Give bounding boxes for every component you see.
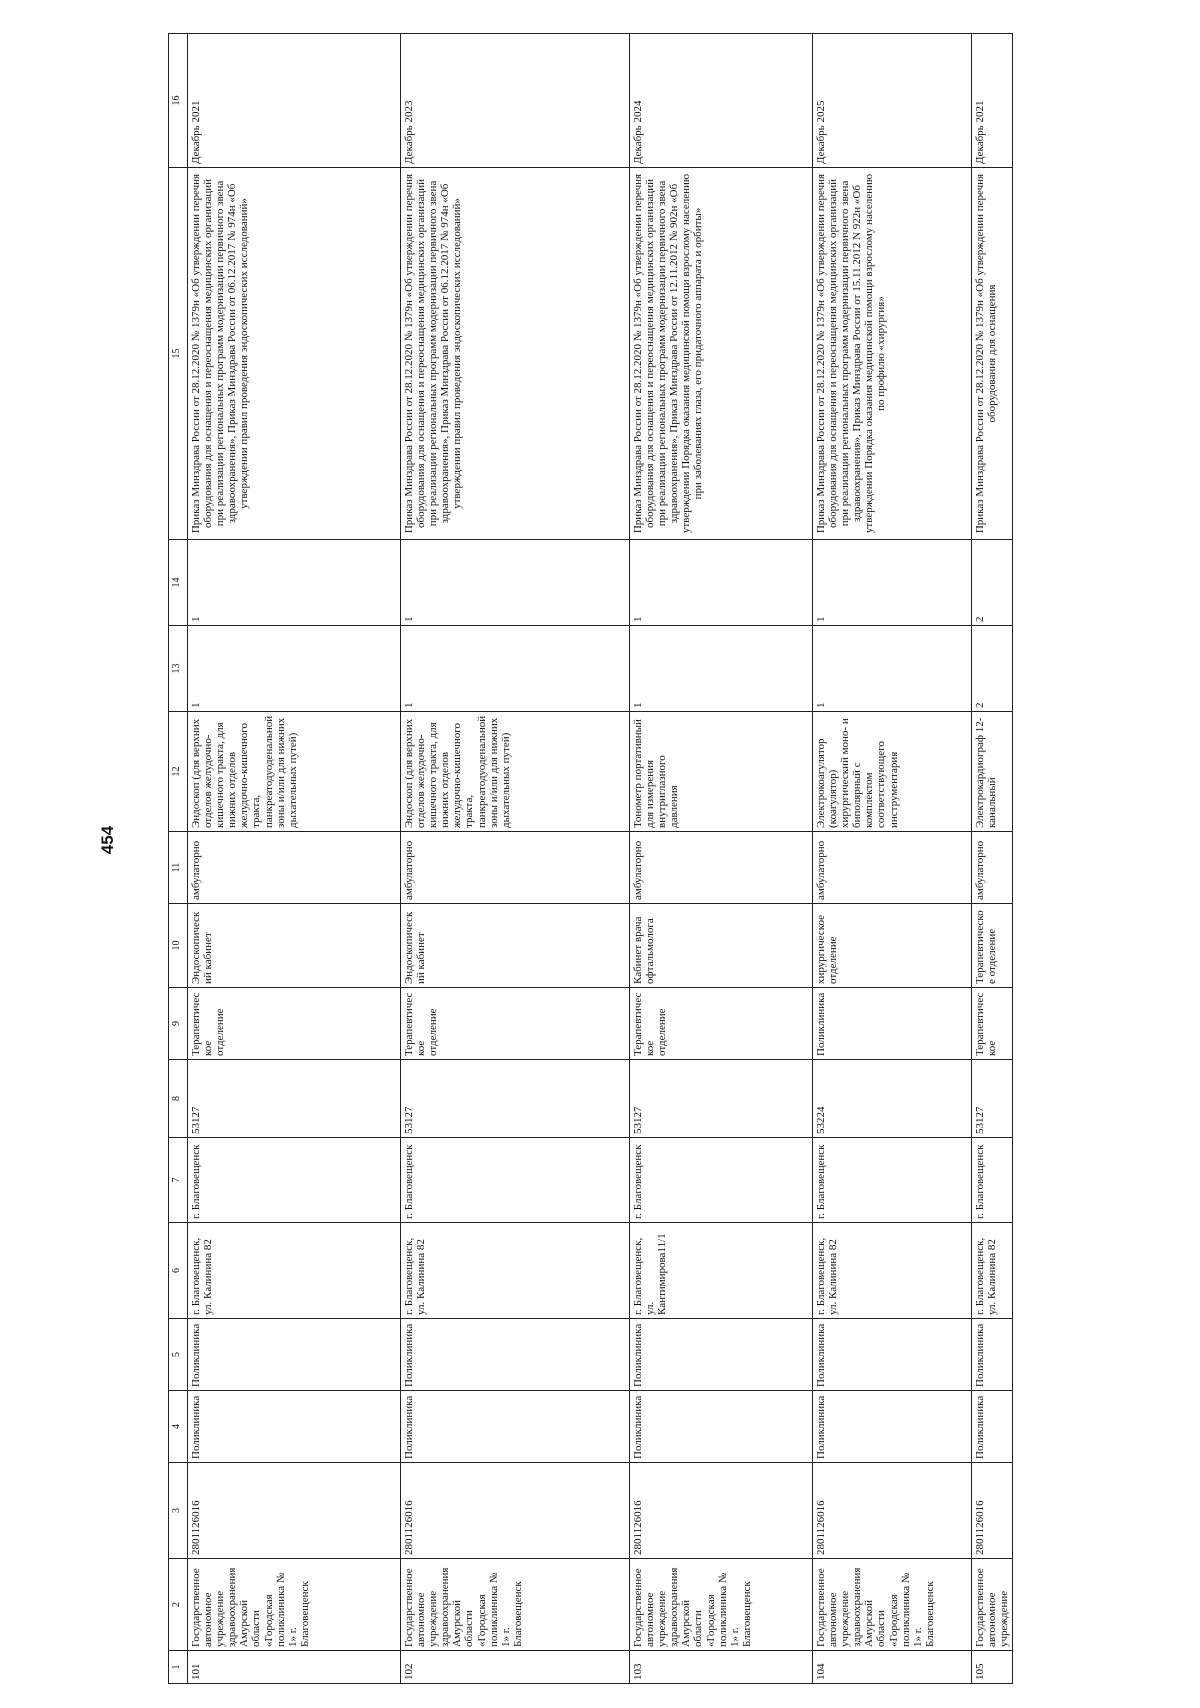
unit-type: Поликлиника	[630, 1391, 813, 1463]
cabinet: Кабинет врача офтальмолога	[630, 904, 813, 988]
table-row	[630, 34, 813, 1684]
address: г. Благовещенск, ул. Калинина 82	[188, 1223, 401, 1319]
deadline: Декабрь 2021	[972, 34, 1013, 168]
column-number: 11	[169, 832, 188, 904]
table-row	[972, 34, 1013, 1684]
table-viewport	[168, 34, 1011, 1684]
address: г. Благовещенск, ул. Кантимирова11/1	[630, 1223, 813, 1319]
column-number: 4	[169, 1391, 188, 1463]
column-number: 16	[169, 34, 188, 168]
quantity: 2	[972, 626, 1013, 712]
column-number: 5	[169, 1319, 188, 1391]
legal-basis: Приказ Минздрава России от 28.12.2020 № 1379н «Об утверждении перечня оборудования для оснащения и переоснащения медицинских организаций при реализации региональных программ модернизации первичного звена здравоохранения», Приказ Минздрава России от 06.12.2017 № 974н «Об утверждении правил проведения эндоскопических исследований»	[401, 168, 630, 540]
column-number: 1	[169, 1651, 188, 1684]
code: 53127	[630, 1060, 813, 1138]
quantity: 1	[401, 626, 630, 712]
organization-name: Государственное автономное учреждение здравоохранения Амурской области «Городская поликлиника № 1» г. Благовещенск	[188, 1559, 401, 1651]
unit-name: Поликлиника	[813, 1319, 972, 1391]
cabinet: Эндоскопический кабинет	[401, 904, 630, 988]
legal-basis: Приказ Минздрава России от 28.12.2020 № 1379н «Об утверждении перечня оборудования для оснащения и переоснащения медицинских организаций при реализации региональных программ модернизации первичного звена здравоохранения», Приказ Минздрава России от 06.12.2017 № 974н «Об утверждении правил проведения эндоскопических исследований»	[188, 168, 401, 540]
column-number: 9	[169, 988, 188, 1060]
column-number: 12	[169, 712, 188, 832]
equipment: Тонометр портативный для измерения внутриглазного давления	[630, 712, 813, 832]
address: г. Благовещенск, ул. Калинина 82	[401, 1223, 630, 1319]
care-type: амбулаторно	[972, 832, 1013, 904]
code: 53224	[813, 1060, 972, 1138]
row-number: 103	[630, 1651, 813, 1684]
quantity-total: 2	[972, 540, 1013, 626]
quantity: 1	[188, 626, 401, 712]
legal-basis: Приказ Минздрава России от 28.12.2020 № 1379н «Об утверждении перечня оборудования для оснащения и переоснащения медицинских организаций при реализации региональных программ модернизации первичного звена здравоохранения», Приказ Минздрава России от 12.11.2012 № 902н «Об утверждении Порядка оказания медицинской помощи взрослому населению при заболеваниях глаза, его придаточного аппарата и орбиты»	[630, 168, 813, 540]
unit-name: Поликлиника	[630, 1319, 813, 1391]
column-number: 8	[169, 1060, 188, 1138]
city: г. Благовещенск	[972, 1138, 1013, 1223]
inn: 2801126016	[188, 1463, 401, 1559]
organization-name: Государственное автономное учреждение здравоохранения Амурской области «Городская поликлиника № 1» г. Благовещенск	[813, 1559, 972, 1651]
organization-name: Государственное автономное учреждение здравоохранения Амурской области «Городская поликлиника № 1» г. Благовещенск	[401, 1559, 630, 1651]
quantity: 1	[813, 626, 972, 712]
city: г. Благовещенск	[188, 1138, 401, 1223]
cabinet: Эндоскопический кабинет	[188, 904, 401, 988]
department: Терапевтическое отделение	[401, 988, 630, 1060]
row-number: 104	[813, 1651, 972, 1684]
quantity-total: 1	[813, 540, 972, 626]
cabinet: хирургическое отделение	[813, 904, 972, 988]
quantity-total: 1	[401, 540, 630, 626]
organization-name: Государственное автономное учреждение здравоохранения Амурской области «Городская поликлиника № 1» г. Благовещенск	[630, 1559, 813, 1651]
quantity-total: 1	[630, 540, 813, 626]
care-type: амбулаторно	[188, 832, 401, 904]
quantity-total: 1	[188, 540, 401, 626]
code: 53127	[972, 1060, 1013, 1138]
deadline: Декабрь 2023	[401, 34, 630, 168]
inn: 2801126016	[972, 1463, 1013, 1559]
inn: 2801126016	[813, 1463, 972, 1559]
rotated-page	[168, 34, 1011, 1684]
row-number: 101	[188, 1651, 401, 1684]
column-number: 13	[169, 626, 188, 712]
organization-name: Государственное автономное учреждение	[972, 1559, 1013, 1651]
quantity: 1	[630, 626, 813, 712]
column-number: 3	[169, 1463, 188, 1559]
department: Терапевтическое отделение	[630, 988, 813, 1060]
row-number: 102	[401, 1651, 630, 1684]
city: г. Благовещенск	[630, 1138, 813, 1223]
department: Поликлиника	[813, 988, 972, 1060]
table-row	[188, 34, 401, 1684]
address: г. Благовещенск, ул. Калинина 82	[972, 1223, 1013, 1319]
unit-type: Поликлиника	[972, 1391, 1013, 1463]
legal-basis: Приказ Минздрава России от 28.12.2020 № 1379н «Об утверждении перечня оборудования для оснащения	[972, 168, 1013, 540]
column-number: 6	[169, 1223, 188, 1319]
unit-name: Поликлиника	[972, 1319, 1013, 1391]
column-number: 10	[169, 904, 188, 988]
care-type: амбулаторно	[401, 832, 630, 904]
deadline: Декабрь 2025	[813, 34, 972, 168]
table-row	[401, 34, 630, 1684]
column-number: 14	[169, 540, 188, 626]
deadline: Декабрь 2021	[188, 34, 401, 168]
department: Терапевтическое отделение	[188, 988, 401, 1060]
department: Терапевтическое	[972, 988, 1013, 1060]
code: 53127	[401, 1060, 630, 1138]
unit-type: Поликлиника	[188, 1391, 401, 1463]
equipment-table	[168, 33, 1013, 1684]
table-row	[813, 34, 972, 1684]
address: г. Благовещенск, ул. Калинина 82	[813, 1223, 972, 1319]
unit-name: Поликлиника	[401, 1319, 630, 1391]
city: г. Благовещенск	[401, 1138, 630, 1223]
column-number: 15	[169, 168, 188, 540]
unit-type: Поликлиника	[401, 1391, 630, 1463]
legal-basis: Приказ Минздрава России от 28.12.2020 № 1379н «Об утверждении перечня оборудования для оснащения и переоснащения медицинских организаций при реализации региональных программ модернизации первичного звена здравоохранения», Приказ Минздрава России от 15.11.2012 N 922н «Об утверждении Порядка оказания медицинской помощи взрослому населению по профилю «хирургия»	[813, 168, 972, 540]
deadline: Декабрь 2024	[630, 34, 813, 168]
equipment: Эндоскоп (для верхних отделов желудочно-кишечного тракта, для нижних отделов желудочно-кишечного тракта, панкреатодуоденальной зоны и/или для нижних дыхательных путей)	[188, 712, 401, 832]
care-type: амбулаторно	[630, 832, 813, 904]
cabinet: Терапевтическое отделение	[972, 904, 1013, 988]
city: г. Благовещенск	[813, 1138, 972, 1223]
unit-name: Поликлиника	[188, 1319, 401, 1391]
equipment: Электрокоагулятор (коагулятор) хирургический моно- и биполярный с комплектом соответствующего инструментария	[813, 712, 972, 832]
inn: 2801126016	[401, 1463, 630, 1559]
equipment: Электрокардиограф 12-канальный	[972, 712, 1013, 832]
code: 53127	[188, 1060, 401, 1138]
inn: 2801126016	[630, 1463, 813, 1559]
page-number: 454	[98, 825, 117, 855]
equipment: Эндоскоп (для верхних отделов желудочно-кишечного тракта, для нижних отделов желудочно-кишечного тракта, панкреатодуоденальной зоны и/или для нижних дыхательных путей)	[401, 712, 630, 832]
column-number: 7	[169, 1138, 188, 1223]
column-number-row	[169, 34, 188, 1684]
row-number: 105	[972, 1651, 1013, 1684]
unit-type: Поликлиника	[813, 1391, 972, 1463]
care-type: амбулаторно	[813, 832, 972, 904]
column-number: 2	[169, 1559, 188, 1651]
